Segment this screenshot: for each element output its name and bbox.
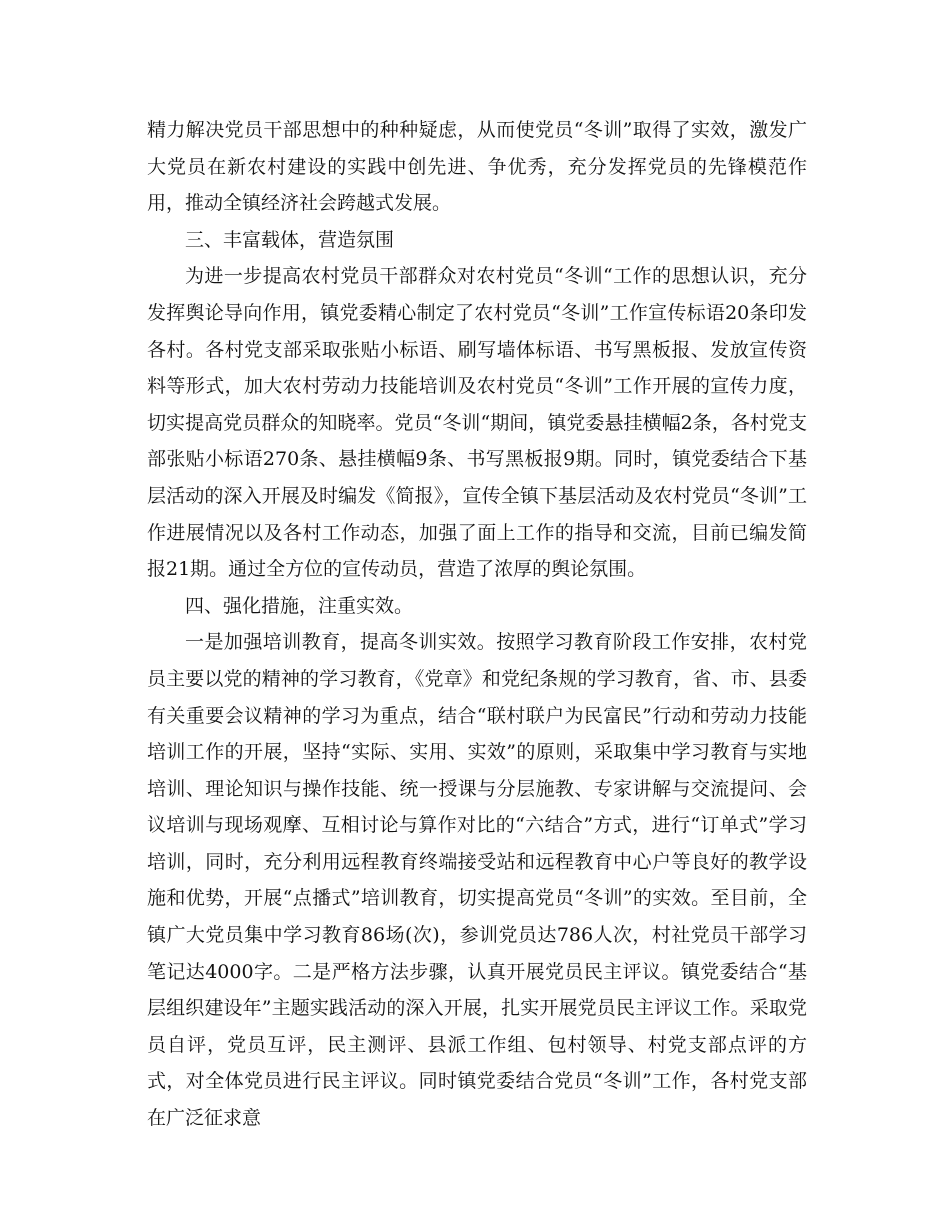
section-heading-3: 三、丰富载体，营造氛围 bbox=[185, 228, 395, 251]
document-body bbox=[147, 112, 807, 1137]
paragraph-publicity: 为进一步提高农村党员干部群众对农村党员“冬训“工作的思想认识，充分发挥舆论导向作用，镇党委精心制定了农村党员“冬训”工作宣传标语20条印发各村。各村党支部采取张贴小标语、刷写墙体标语、书写黑板报、发放宣传资料等形式，加大农村劳动力技能培训及农村党员“冬训”工作开展的宣传力度，切实提高党员群众的知晓率。党员“冬训“期间，镇党委悬挂横幅2条，各村党支部张贴小标语270条、悬挂横幅9条、书写黑板报9期。同时，镇党委结合下基层活动的深入开展及时编发《简报》，宣传全镇下基层活动及农村党员“冬训”工作进展情况以及各村工作动态，加强了面上工作的指导和交流，目前已编发简报21期。通过全方位的宣传动员，营造了浓厚的舆论氛围。 bbox=[147, 265, 807, 581]
section-heading-4: 四、强化措施，注重实效。 bbox=[185, 594, 414, 617]
paragraph-measures: 一是加强培训教育，提高冬训实效。按照学习教育阶段工作安排，农村党员主要以党的精神的学习教育，《党章》和党纪条规的学习教育，省、市、县委有关重要会议精神的学习为重点，结合“联村联户为民富民”行动和劳动力技能培训工作的开展，坚持“实际、实用、实效”的原则，采取集中学习教育与实地培训、理论知识与操作技能、统一授课与分层施教、专家讲解与交流提问、会议培训与现场观摩、互相讨论与算作对比的“六结合”方式，进行“订单式”学习培训，同时，充分利用远程教育终端接受站和远程教育中心户等良好的教学设施和优势，开展“点播式”培训教育，切实提高党员“冬训”的实效。至目前，全镇广大党员集中学习教育86场(次)，参训党员达786人次，村社党员干部学习笔记达4000字。二是严格方法步骤，认真开展党员民主评议。镇党委结合“基层组织建设年”主题实践活动的深入开展，扎实开展党员民主评议工作。采取党员自评，党员互评，民主测评、县派工作组、包村领导、村党支部点评的方式，对全体党员进行民主评议。同时镇党委结合党员“冬训”工作，各村党支部在广泛征求意 bbox=[147, 631, 807, 1130]
paragraph-continuation: 精力解决党员干部思想中的种种疑虑，从而使党员“冬训”取得了实效，激发广大党员在新农村建设的实践中创先进、争优秀，充分发挥党员的先锋模范作用，推动全镇经济社会跨越式发展。 bbox=[147, 119, 807, 215]
